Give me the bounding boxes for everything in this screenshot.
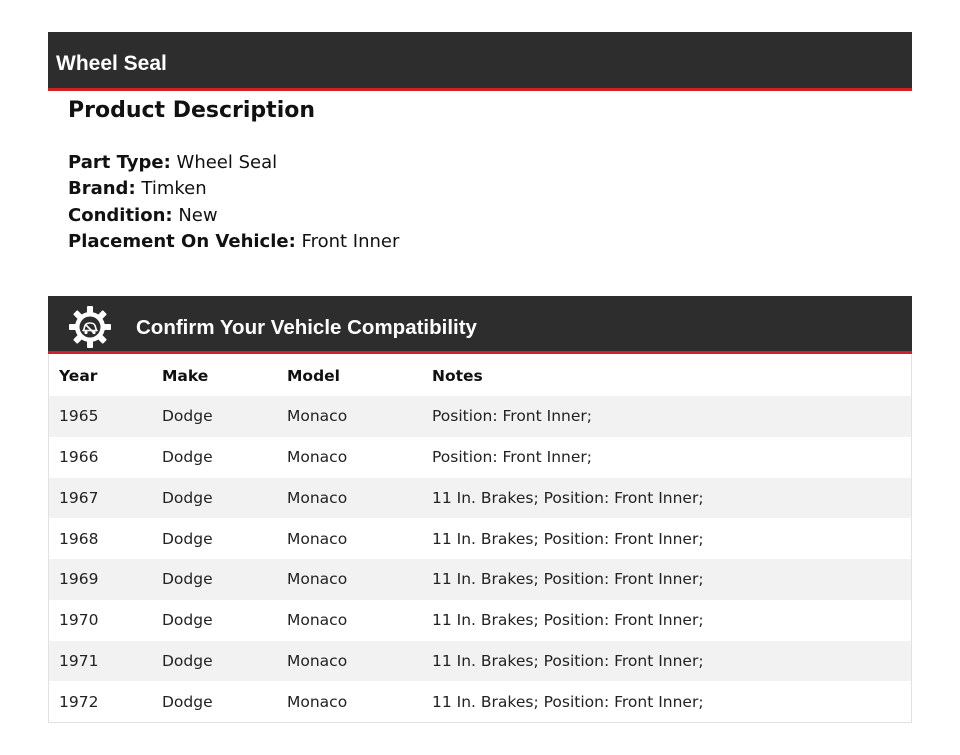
cell-make: Dodge [162, 651, 213, 670]
table-row [49, 600, 911, 641]
spec-label: Condition: [68, 204, 173, 226]
compatibility-title: Confirm Your Vehicle Compatibility [136, 316, 477, 339]
cell-year: 1968 [59, 529, 99, 548]
cell-notes: 11 In. Brakes; Position: Front Inner; [432, 692, 704, 711]
table-row [49, 478, 911, 519]
cell-make: Dodge [162, 692, 213, 711]
cell-year: 1967 [59, 488, 99, 507]
cell-model: Monaco [287, 448, 348, 467]
spec-label: Part Type: [68, 152, 171, 173]
cell-notes: 11 In. Brakes; Position: Front Inner; [432, 651, 704, 670]
column-header-year: Year [59, 367, 98, 385]
cell-model: Monaco [287, 529, 348, 548]
cell-year: 1972 [59, 692, 99, 711]
spec-condition [68, 203, 399, 229]
cell-make: Dodge [162, 611, 213, 630]
column-header-model: Model [287, 367, 340, 385]
column-header-notes: Notes [432, 367, 483, 385]
spec-label: Brand: [68, 178, 136, 200]
spec-value: Wheel Seal [176, 152, 278, 173]
cell-model: Monaco [287, 651, 348, 670]
cell-model: Monaco [287, 488, 348, 507]
compatibility-table-wrapper [48, 354, 912, 723]
cell-make: Dodge [162, 488, 213, 507]
cell-model: Monaco [287, 407, 348, 426]
cell-make: Dodge [162, 529, 213, 548]
cell-notes: 11 In. Brakes; Position: Front Inner; [432, 611, 704, 630]
column-header-make: Make [162, 367, 209, 385]
table-row [49, 559, 911, 600]
spec-value: Front Inner [301, 230, 400, 252]
cell-year: 1966 [59, 448, 99, 467]
product-description-heading: Product Description [68, 98, 316, 123]
cell-year: 1969 [59, 570, 99, 589]
cell-notes: 11 In. Brakes; Position: Front Inner; [432, 570, 704, 589]
cell-make: Dodge [162, 570, 213, 589]
spec-brand [68, 176, 399, 202]
table-header-row [49, 354, 911, 396]
table-row [49, 641, 911, 682]
cell-model: Monaco [287, 570, 348, 589]
cell-notes: Position: Front Inner; [432, 407, 592, 426]
product-title-bar [48, 32, 912, 91]
product-title: Wheel Seal [56, 52, 167, 75]
cell-model: Monaco [287, 611, 348, 630]
cell-notes: Position: Front Inner; [432, 448, 592, 467]
cell-make: Dodge [162, 448, 213, 467]
spec-value: New [178, 204, 218, 226]
table-row [49, 396, 911, 437]
gear-car-icon [68, 305, 112, 349]
spec-value: Timken [141, 178, 207, 200]
spec-part-type [68, 150, 399, 176]
cell-model: Monaco [287, 692, 348, 711]
table-row [49, 437, 911, 478]
cell-year: 1965 [59, 407, 99, 426]
spec-placement [68, 229, 399, 255]
spec-label: Placement On Vehicle: [68, 230, 296, 252]
table-row [49, 518, 911, 559]
cell-notes: 11 In. Brakes; Position: Front Inner; [432, 488, 704, 507]
cell-make: Dodge [162, 407, 213, 426]
table-row [49, 681, 911, 722]
cell-year: 1970 [59, 611, 99, 630]
product-specs-list [68, 150, 399, 255]
compatibility-table [49, 354, 911, 722]
cell-year: 1971 [59, 651, 99, 670]
cell-notes: 11 In. Brakes; Position: Front Inner; [432, 529, 704, 548]
